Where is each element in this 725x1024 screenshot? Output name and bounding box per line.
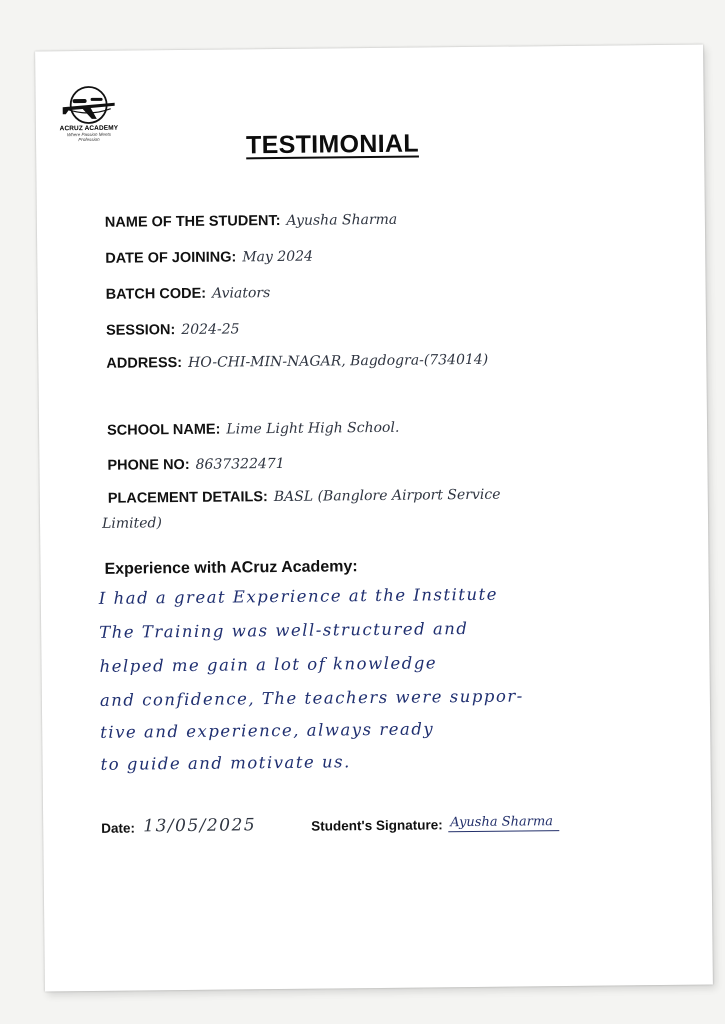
placement-value-line-1: BASL (Banglore Airport Service	[273, 486, 501, 506]
batch-code-value: Aviators	[211, 285, 271, 302]
address-label: ADDRESS:	[106, 355, 183, 372]
student-name-value: Ayusha Sharma	[286, 211, 398, 229]
student-signature: Ayusha Sharma	[448, 814, 559, 832]
batch-code-row	[106, 285, 271, 303]
placement-value-line-2: Limited)	[101, 515, 163, 532]
placement-label: PLACEMENT DETAILS:	[107, 489, 268, 507]
placement-continuation-row	[102, 515, 162, 532]
experience-line: I had a great Experience at the Institute	[98, 584, 499, 608]
session-label: SESSION:	[105, 322, 176, 339]
student-name-label: NAME OF THE STUDENT:	[104, 212, 281, 231]
school-name-label: SCHOOL NAME:	[106, 421, 221, 439]
student-name-row	[105, 212, 398, 231]
signature-label: Student's Signature:	[311, 817, 443, 834]
experience-heading: Experience with ACruz Academy:	[104, 558, 358, 578]
logo-name: ACRUZ ACADEMY	[59, 124, 119, 133]
page-title: TESTIMONIAL	[245, 129, 419, 160]
phone-label: PHONE NO:	[107, 456, 190, 474]
date-label: Date:	[101, 820, 136, 836]
date-of-joining-row	[105, 249, 313, 267]
batch-code-label: BATCH CODE:	[105, 285, 207, 303]
date-value: 13/05/2025	[143, 815, 257, 837]
school-name-value: Lime Light High School.	[226, 419, 400, 438]
session-row	[106, 321, 240, 338]
address-value: HO-CHI-MIN-NAGAR, Bagdogra-(734014)	[188, 351, 489, 371]
testimonial-page	[35, 45, 713, 992]
academy-logo	[57, 83, 120, 143]
experience-line: to guide and motivate us.	[100, 752, 351, 774]
airplane-logo-icon	[60, 83, 116, 128]
phone-row	[107, 456, 284, 474]
school-name-row	[107, 420, 399, 439]
address-row	[106, 352, 488, 372]
date-of-joining-value: May 2024	[242, 248, 314, 266]
experience-line: helped me gain a lot of knowledge	[99, 653, 438, 676]
experience-line: and confidence, The teachers were suppor-	[99, 686, 524, 710]
experience-line: tive and experience, always ready	[100, 719, 435, 742]
logo-tagline: Where Passion Meets Profession	[66, 131, 112, 143]
placement-row	[108, 487, 501, 507]
phone-value: 8637322471	[195, 455, 285, 473]
experience-line: The Training was well-structured and	[99, 619, 469, 642]
date-of-joining-label: DATE OF JOINING:	[105, 249, 237, 267]
session-value: 2024-25	[181, 321, 240, 339]
